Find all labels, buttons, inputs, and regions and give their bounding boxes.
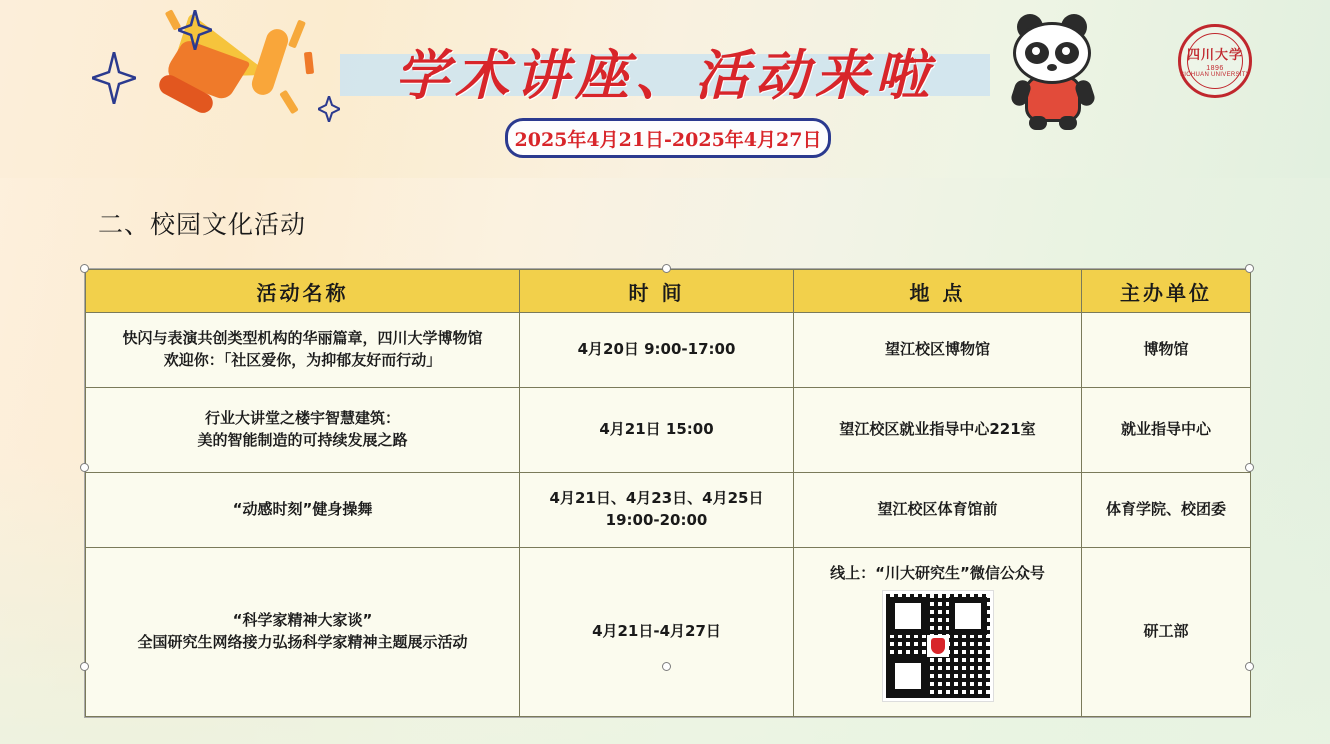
table-row [86, 388, 1251, 473]
cell-activity-name [86, 388, 520, 473]
activity-name-line: 美的智能制造的可持续发展之路 [197, 431, 408, 449]
logo-name-en: SICHUAN UNIVERSITY [1179, 72, 1251, 78]
cell-organizer: 就业指导中心 [1082, 388, 1251, 473]
qr-code-image[interactable] [883, 591, 993, 701]
logo-ring [1187, 33, 1243, 89]
activity-name-line: 行业大讲堂之楼宇智慧建筑： [204, 409, 400, 428]
activity-name-line: 欢迎你：「社区爱你，为抑郁友好而行动」 [163, 351, 442, 369]
selection-handle-top-center[interactable] [662, 264, 671, 273]
activity-name-line: 快闪与表演共创类型机构的华丽篇章，四川大学博物馆 [122, 329, 483, 348]
logo-year: 1896 [1206, 65, 1224, 72]
time-line: 19:00-20:00 [605, 511, 708, 529]
university-logo [1178, 24, 1252, 98]
selection-handle-bottom-center[interactable] [662, 662, 671, 671]
date-range-text: 2025年4月21日-2025年4月27日 [514, 128, 822, 151]
cell-location: 望江校区体育馆前 [794, 473, 1082, 548]
cell-time [520, 388, 794, 473]
time-line: 4月21日-4月27日 [592, 622, 721, 641]
panda-mascot-icon [1005, 12, 1101, 130]
column-header-activity-name: 活动名称 [86, 270, 520, 313]
activities-table [85, 269, 1251, 717]
banner-title [340, 42, 990, 110]
selection-handle-top-left[interactable] [80, 264, 89, 273]
selection-handle-top-right[interactable] [1245, 264, 1254, 273]
sparkle-icon [318, 96, 340, 122]
logo-name-cn: 四川大学 [1186, 48, 1243, 63]
time-line: 4月21日、4月23日、4月25日 [549, 489, 764, 508]
cell-location: 望江校区就业指导中心221室 [794, 388, 1082, 473]
activity-name-line: “科学家精神大家谈” [232, 611, 373, 630]
activity-name-line: “动感时刻”健身操舞 [232, 500, 373, 519]
table-header-row [86, 270, 1251, 313]
cell-organizer: 体育学院、校团委 [1082, 473, 1251, 548]
table-row [86, 548, 1251, 717]
time-line: 4月21日 15:00 [599, 420, 714, 439]
section-heading: 二、校园文化活动 [98, 210, 307, 239]
time-line: 4月20日 9:00-17:00 [577, 340, 736, 359]
selection-handle-middle-right[interactable] [1245, 463, 1254, 472]
location-online-label: 线上：“川大研究生”微信公众号 [830, 564, 1045, 583]
cell-activity-name [86, 313, 520, 388]
cell-organizer: 研工部 [1082, 548, 1251, 717]
cell-time [520, 548, 794, 717]
activities-table-container[interactable] [84, 268, 1251, 718]
banner-title-text: 学术讲座、活动来啦 [395, 43, 935, 107]
selection-handle-middle-left[interactable] [80, 463, 89, 472]
table-row [86, 473, 1251, 548]
cell-activity-name [86, 473, 520, 548]
activity-name-line: 全国研究生网络接力弘扬科学家精神主题展示活动 [137, 633, 468, 651]
cell-location [794, 548, 1082, 717]
column-header-location: 地 点 [794, 270, 1082, 313]
cell-time [520, 473, 794, 548]
selection-handle-bottom-right[interactable] [1245, 662, 1254, 671]
column-header-time: 时 间 [520, 270, 794, 313]
column-header-organizer: 主办单位 [1082, 270, 1251, 313]
cell-location: 望江校区博物馆 [794, 313, 1082, 388]
date-range-badge [505, 118, 831, 158]
cell-activity-name [86, 548, 520, 717]
cell-organizer: 博物馆 [1082, 313, 1251, 388]
sparkle-icon [178, 10, 212, 50]
cell-time [520, 313, 794, 388]
header-banner [0, 0, 1330, 178]
table-row [86, 313, 1251, 388]
sparkle-icon [92, 52, 136, 104]
selection-handle-bottom-left[interactable] [80, 662, 89, 671]
